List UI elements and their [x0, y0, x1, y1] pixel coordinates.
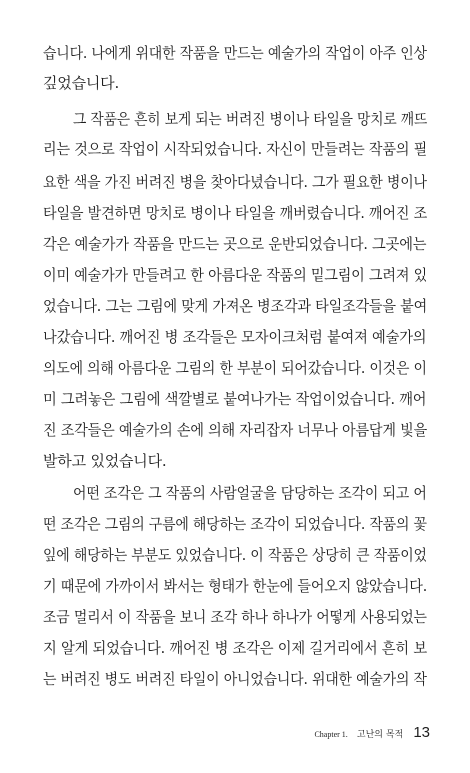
text-line: 조금 멀리서 이 작품을 보니 조각 하나 하나가 어떻게 사용되었는	[43, 608, 427, 626]
page-number: 13	[413, 724, 430, 741]
text-line: 타일을 발견하면 망치로 병이나 타일을 깨버렸습니다. 깨어진 조	[43, 204, 428, 222]
chapter-title: 고난의 목적	[356, 730, 404, 740]
text-line: 요한 색을 가진 버려진 병을 찾아다녔습니다. 그가 필요한 병이나	[43, 173, 427, 191]
text-line: 미 그려놓은 그림에 색깔별로 붙여나가는 작업이었습니다. 깨어	[43, 390, 427, 408]
text-line: 잎에 해당하는 부분도 있었습니다. 이 작품은 상당히 큰 작품이었	[43, 546, 427, 564]
paragraph-start-line: 어떤 조각은 그 작품의 사람얼굴을 담당하는 조각이 되고 어	[73, 484, 427, 502]
paragraph-start-line: 그 작품은 흔히 보게 되는 버려진 병이나 타일을 망치로 깨뜨	[73, 110, 428, 128]
text-line: 기 때문에 가까이서 봐서는 형태가 한눈에 들어오지 않았습니다.	[43, 577, 428, 595]
text-line: 깊었습니다.	[43, 74, 120, 92]
text-line: 의도에 의해 아름다운 그림의 한 부분이 되어갔습니다. 이것은 이	[43, 359, 427, 377]
text-line: 리는 것으로 작업이 시작되었습니다. 자신이 만들려는 작품의 필	[43, 140, 428, 158]
text-line: 는 버려진 병도 버려진 타일이 아니었습니다. 위대한 예술가의 작	[43, 670, 427, 688]
text-line: 지 알게 되었습니다. 깨어진 병 조각은 이제 길거리에서 흔히 보	[43, 639, 427, 657]
text-line: 나갔습니다. 깨어진 병 조각들은 모자이크처럼 붙여져 예술가의	[43, 328, 427, 346]
text-line: 었습니다. 그는 그림에 맞게 가져온 병조각과 타일조각들을 붙여	[43, 297, 428, 315]
text-line: 진 조각들은 예술가의 손에 의해 자리잡자 너무나 아름답게 빛을	[43, 421, 428, 439]
text-line: 각은 예술가가 작품을 만드는 곳으로 운반되었습니다. 그곳에는	[43, 235, 427, 253]
page-footer	[314, 722, 430, 741]
text-line: 발하고 있었습니다.	[43, 452, 167, 470]
text-line: 떤 조각은 그림의 구름에 해당하는 조각이 되었습니다. 작품의 꽃	[43, 515, 427, 533]
chapter-label: Chapter 1.	[314, 730, 348, 739]
text-line: 이미 예술가가 만들려고 한 아름다운 작품의 밑그림이 그려져 있	[43, 266, 428, 284]
text-line: 습니다. 나에게 위대한 작품을 만드는 예술가의 작업이 아주 인상	[43, 44, 427, 62]
